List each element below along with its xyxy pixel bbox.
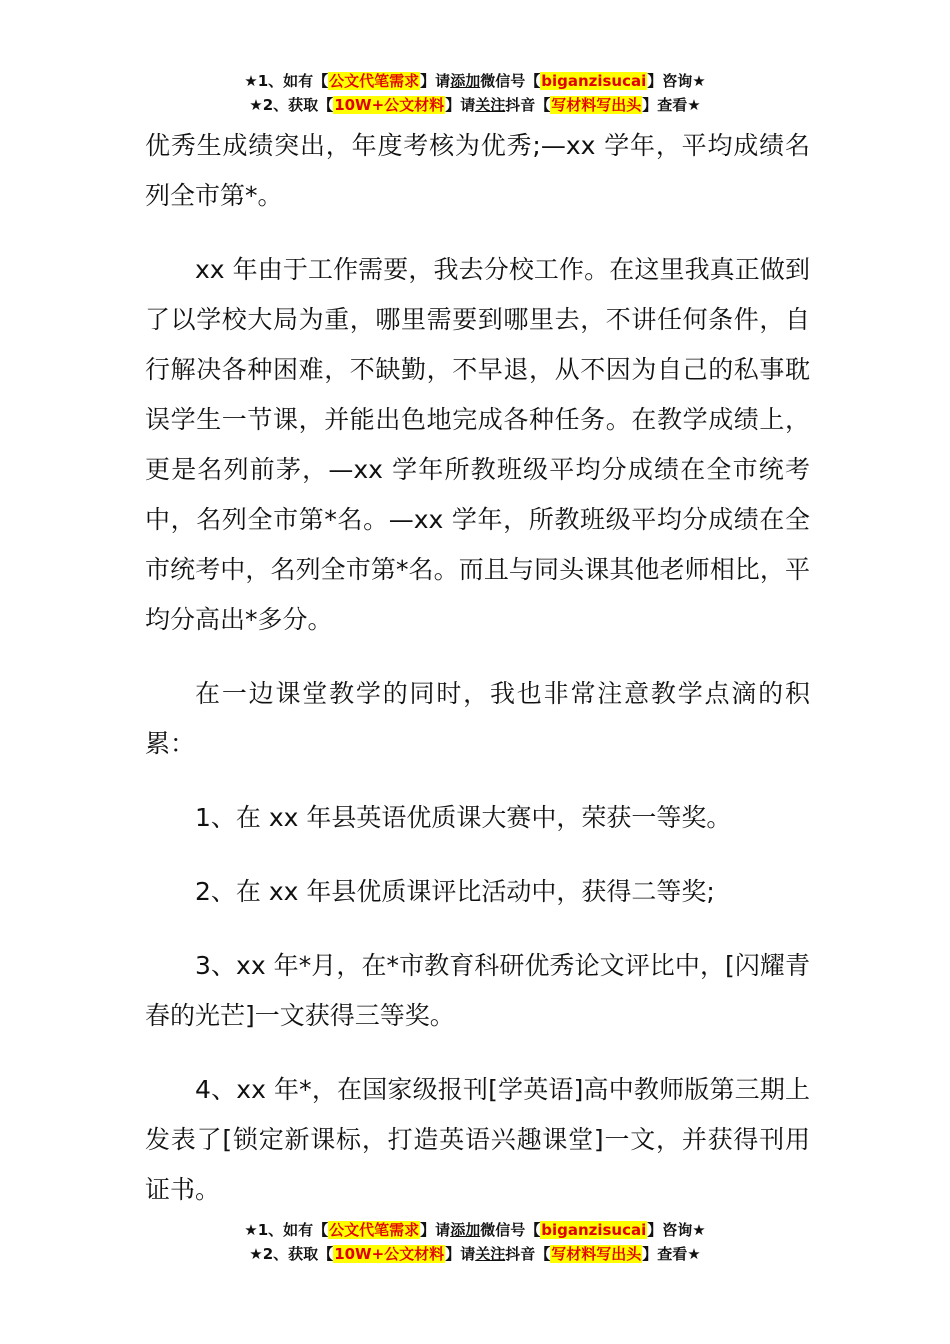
document-body	[145, 121, 810, 1239]
banner-text: 微信号【	[480, 1221, 541, 1239]
list-item-award-1: 1、在 xx 年县英语优质课大赛中，荣获一等奖。	[195, 803, 732, 832]
banner-text: ★2、获取【	[249, 1245, 334, 1263]
banner-text: 】请	[445, 96, 476, 114]
highlight-douyin-id: 写材料写出头	[551, 1245, 642, 1263]
banner-text: 】请	[445, 1245, 476, 1263]
highlight-materials: 10W+公文材料	[334, 1245, 445, 1263]
banner-line-1	[0, 69, 950, 93]
banner-underlined-text: 添加	[450, 1221, 481, 1239]
banner-text: 】咨询★	[647, 1221, 706, 1239]
banner-underlined-text: 关注	[475, 96, 506, 114]
banner-text: 】查看★	[642, 96, 701, 114]
list-item-award-4: 4、xx 年*，在国家级报刊[学英语]高中教师版第三期上发表了[锁定新课标，打造英语兴趣课堂]一文，并获得刊用证书。	[145, 1075, 810, 1204]
banner-line-1	[0, 1218, 950, 1242]
highlight-wechat-id: biganzisucai	[541, 1221, 647, 1239]
banner-underlined-text: 关注	[475, 1245, 506, 1263]
banner-text: 】查看★	[642, 1245, 701, 1263]
footer-banner	[0, 1218, 950, 1266]
highlight-wechat-id: biganzisucai	[541, 72, 647, 90]
highlight-douyin-id: 写材料写出头	[551, 96, 642, 114]
list-item-award-2: 2、在 xx 年县优质课评比活动中，获得二等奖;	[195, 877, 715, 906]
banner-text: ★1、如有【	[244, 1221, 329, 1239]
highlight-service: 公文代笔需求	[329, 72, 420, 90]
banner-text: ★2、获取【	[249, 96, 334, 114]
banner-line-2	[0, 1242, 950, 1266]
highlight-service: 公文代笔需求	[329, 1221, 420, 1239]
paragraph-continuation: 优秀生成绩突出，年度考核为优秀;—xx 学年，平均成绩名列全市第*。	[145, 131, 810, 210]
highlight-materials: 10W+公文材料	[334, 96, 445, 114]
banner-underlined-text: 添加	[450, 72, 481, 90]
paragraph-branch-school: xx 年由于工作需要，我去分校工作。在这里我真正做到了以学校大局为重，哪里需要到哪里去，不讲任何条件，自行解决各种困难，不缺勤，不早退，从不因为自己的私事耽误学生一节课，并能出色地完成各种任务。在教学成绩上，更是名列前茅，—xx 学年所教班级平均分成绩在全市统考中，名列全市第*名。—xx 学年，所教班级平均分成绩在全市统考中，名列全市第*名。而且与同头课其他老师相比，平均分高出*多分。	[145, 255, 810, 634]
list-item-award-3: 3、xx 年*月，在*市教育科研优秀论文评比中，[闪耀青春的光芒]一文获得三等奖。	[145, 951, 810, 1030]
paragraph-accumulation-intro: 在一边课堂教学的同时，我也非常注意教学点滴的积累：	[145, 679, 810, 758]
banner-text: 】请	[420, 1221, 451, 1239]
banner-text: 抖音【	[505, 96, 551, 114]
banner-text: 】咨询★	[647, 72, 706, 90]
banner-text: ★1、如有【	[244, 72, 329, 90]
header-banner	[0, 69, 950, 117]
banner-text: 抖音【	[505, 1245, 551, 1263]
banner-text: 微信号【	[480, 72, 541, 90]
banner-text: 】请	[420, 72, 451, 90]
banner-line-2	[0, 93, 950, 117]
